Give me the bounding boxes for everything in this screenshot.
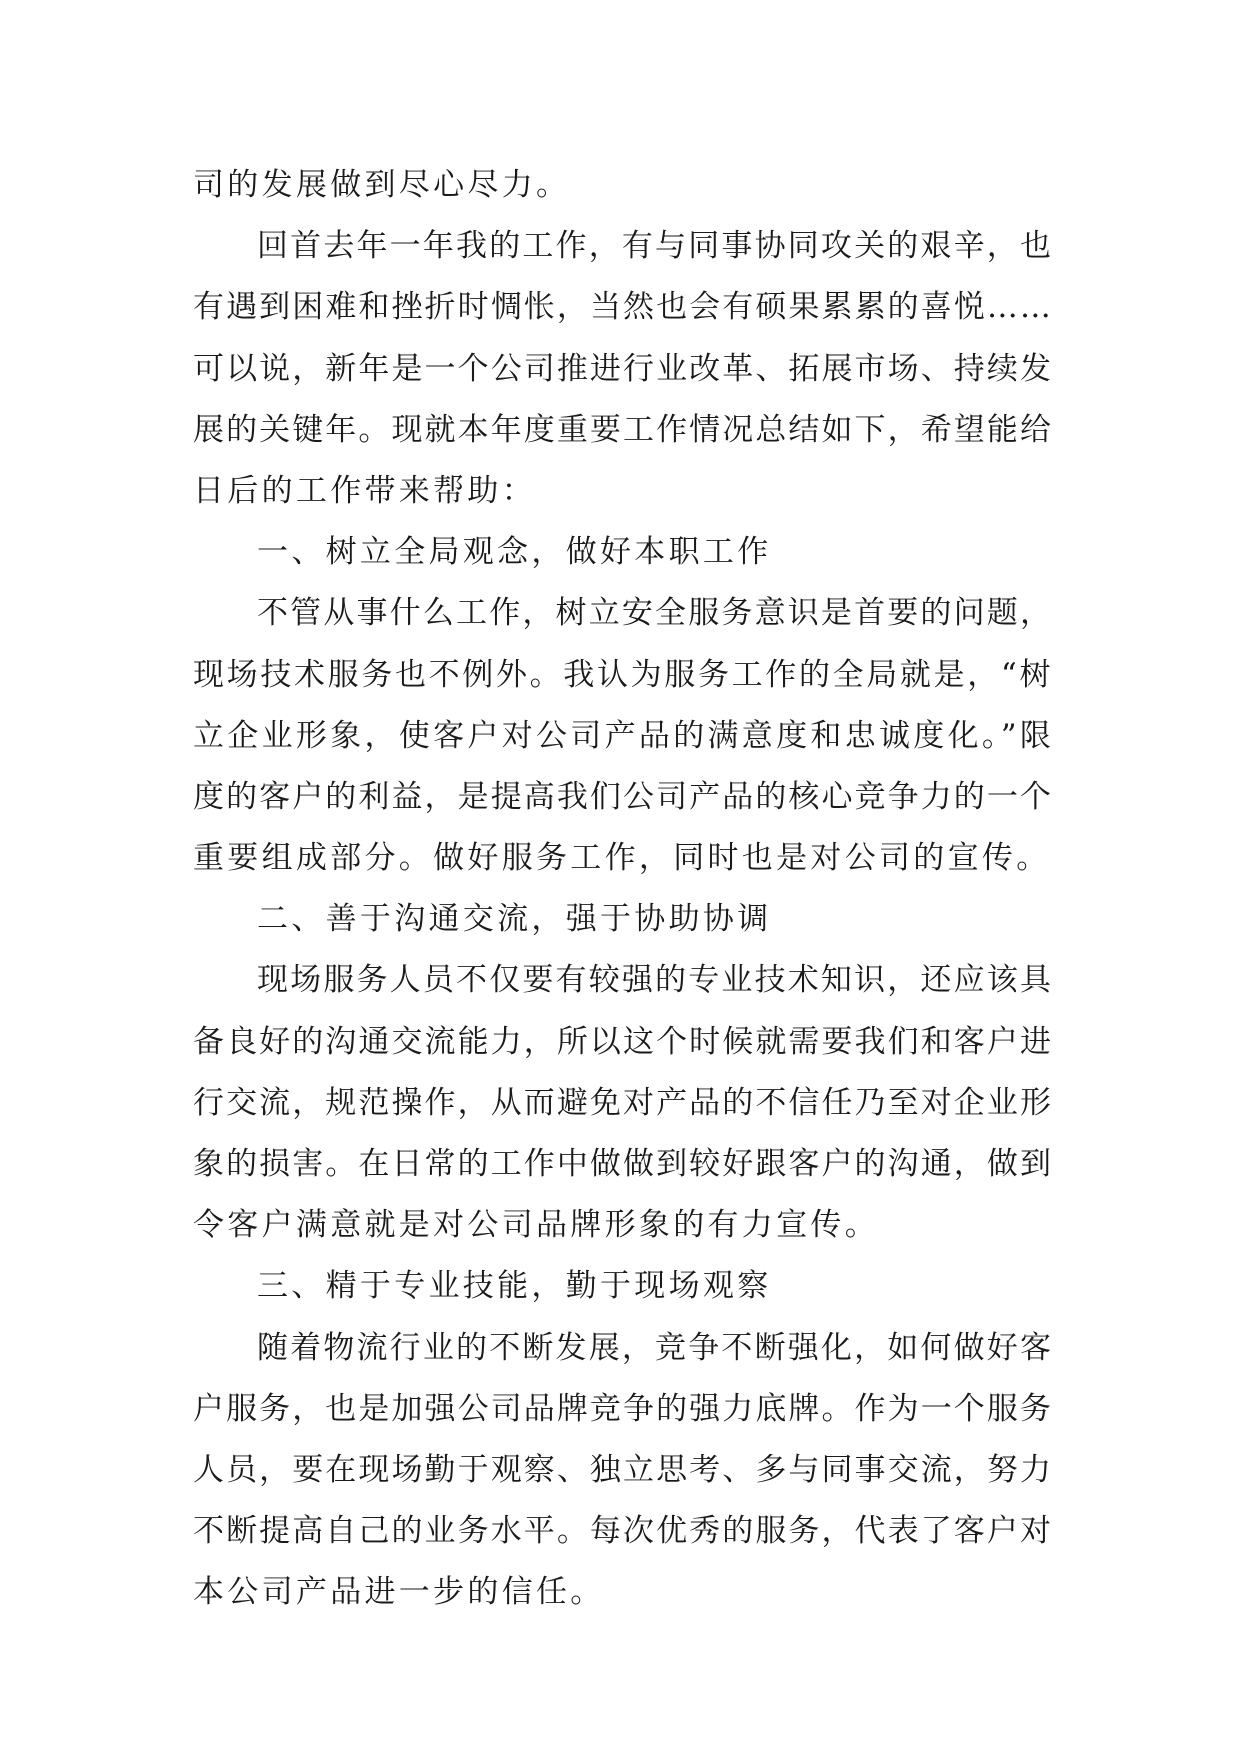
paragraph-line: 有遇到困难和挫折时惆怅，当然也会有硕果累累的喜悦……	[193, 289, 1053, 326]
paragraph-line: 备良好的沟通交流能力，所以这个时候就需要我们和客户进	[193, 1023, 1053, 1060]
document-body	[193, 155, 1053, 1624]
paragraph-line: 重要组成部分。做好服务工作，同时也是对公司的宣传。	[193, 840, 1051, 877]
paragraph-line: 户服务，也是加强公司品牌竞争的强力底牌。作为一个服务	[193, 1390, 1053, 1427]
section-heading: 一、树立全局观念，做好本职工作	[257, 534, 772, 571]
paragraph-line: 现场技术服务也不例外。我认为服务工作的全局就是，“树	[193, 656, 1053, 693]
section-heading: 三、精于专业技能，勤于现场观察	[257, 1268, 772, 1305]
paragraph-line: 立企业形象，使客户对公司产品的满意度和忠诚度化。”限	[193, 717, 1055, 754]
paragraph-line: 令客户满意就是对公司品牌形象的有力宣传。	[193, 1207, 879, 1244]
paragraph-line: 人员，要在现场勤于观察、独立思考、多与同事交流，努力	[193, 1451, 1053, 1488]
paragraph-line: 行交流，规范操作，从而避免对产品的不信任乃至对企业形	[193, 1084, 1053, 1121]
paragraph-line: 回首去年一年我的工作，有与同事协同攻关的艰辛，也	[257, 228, 1053, 265]
paragraph-line: 可以说，新年是一个公司推进行业改革、拓展市场、持续发	[193, 350, 1053, 387]
paragraph-line: 司的发展做到尽心尽力。	[193, 167, 571, 203]
paragraph-line: 不管从事什么工作，树立安全服务意识是首要的问题，	[257, 595, 1053, 632]
paragraph-line: 本公司产品进一步的信任。	[193, 1574, 605, 1611]
paragraph-line: 展的关键年。现就本年度重要工作情况总结如下，希望能给	[193, 411, 1053, 448]
paragraph-line: 随着物流行业的不断发展，竞争不断强化，如何做好客	[257, 1329, 1053, 1366]
paragraph-line: 度的客户的利益，是提高我们公司产品的核心竞争力的一个	[193, 778, 1053, 815]
paragraph-line: 不断提高自己的业务水平。每次优秀的服务，代表了客户对	[193, 1513, 1053, 1550]
paragraph-line: 现场服务人员不仅要有较强的专业技术知识，还应该具	[257, 962, 1053, 999]
paragraph-line: 象的损害。在日常的工作中做做到较好跟客户的沟通，做到	[193, 1146, 1053, 1182]
section-heading: 二、善于沟通交流，强于协助协调	[257, 901, 772, 938]
paragraph-line: 日后的工作带来帮助：	[193, 472, 536, 509]
